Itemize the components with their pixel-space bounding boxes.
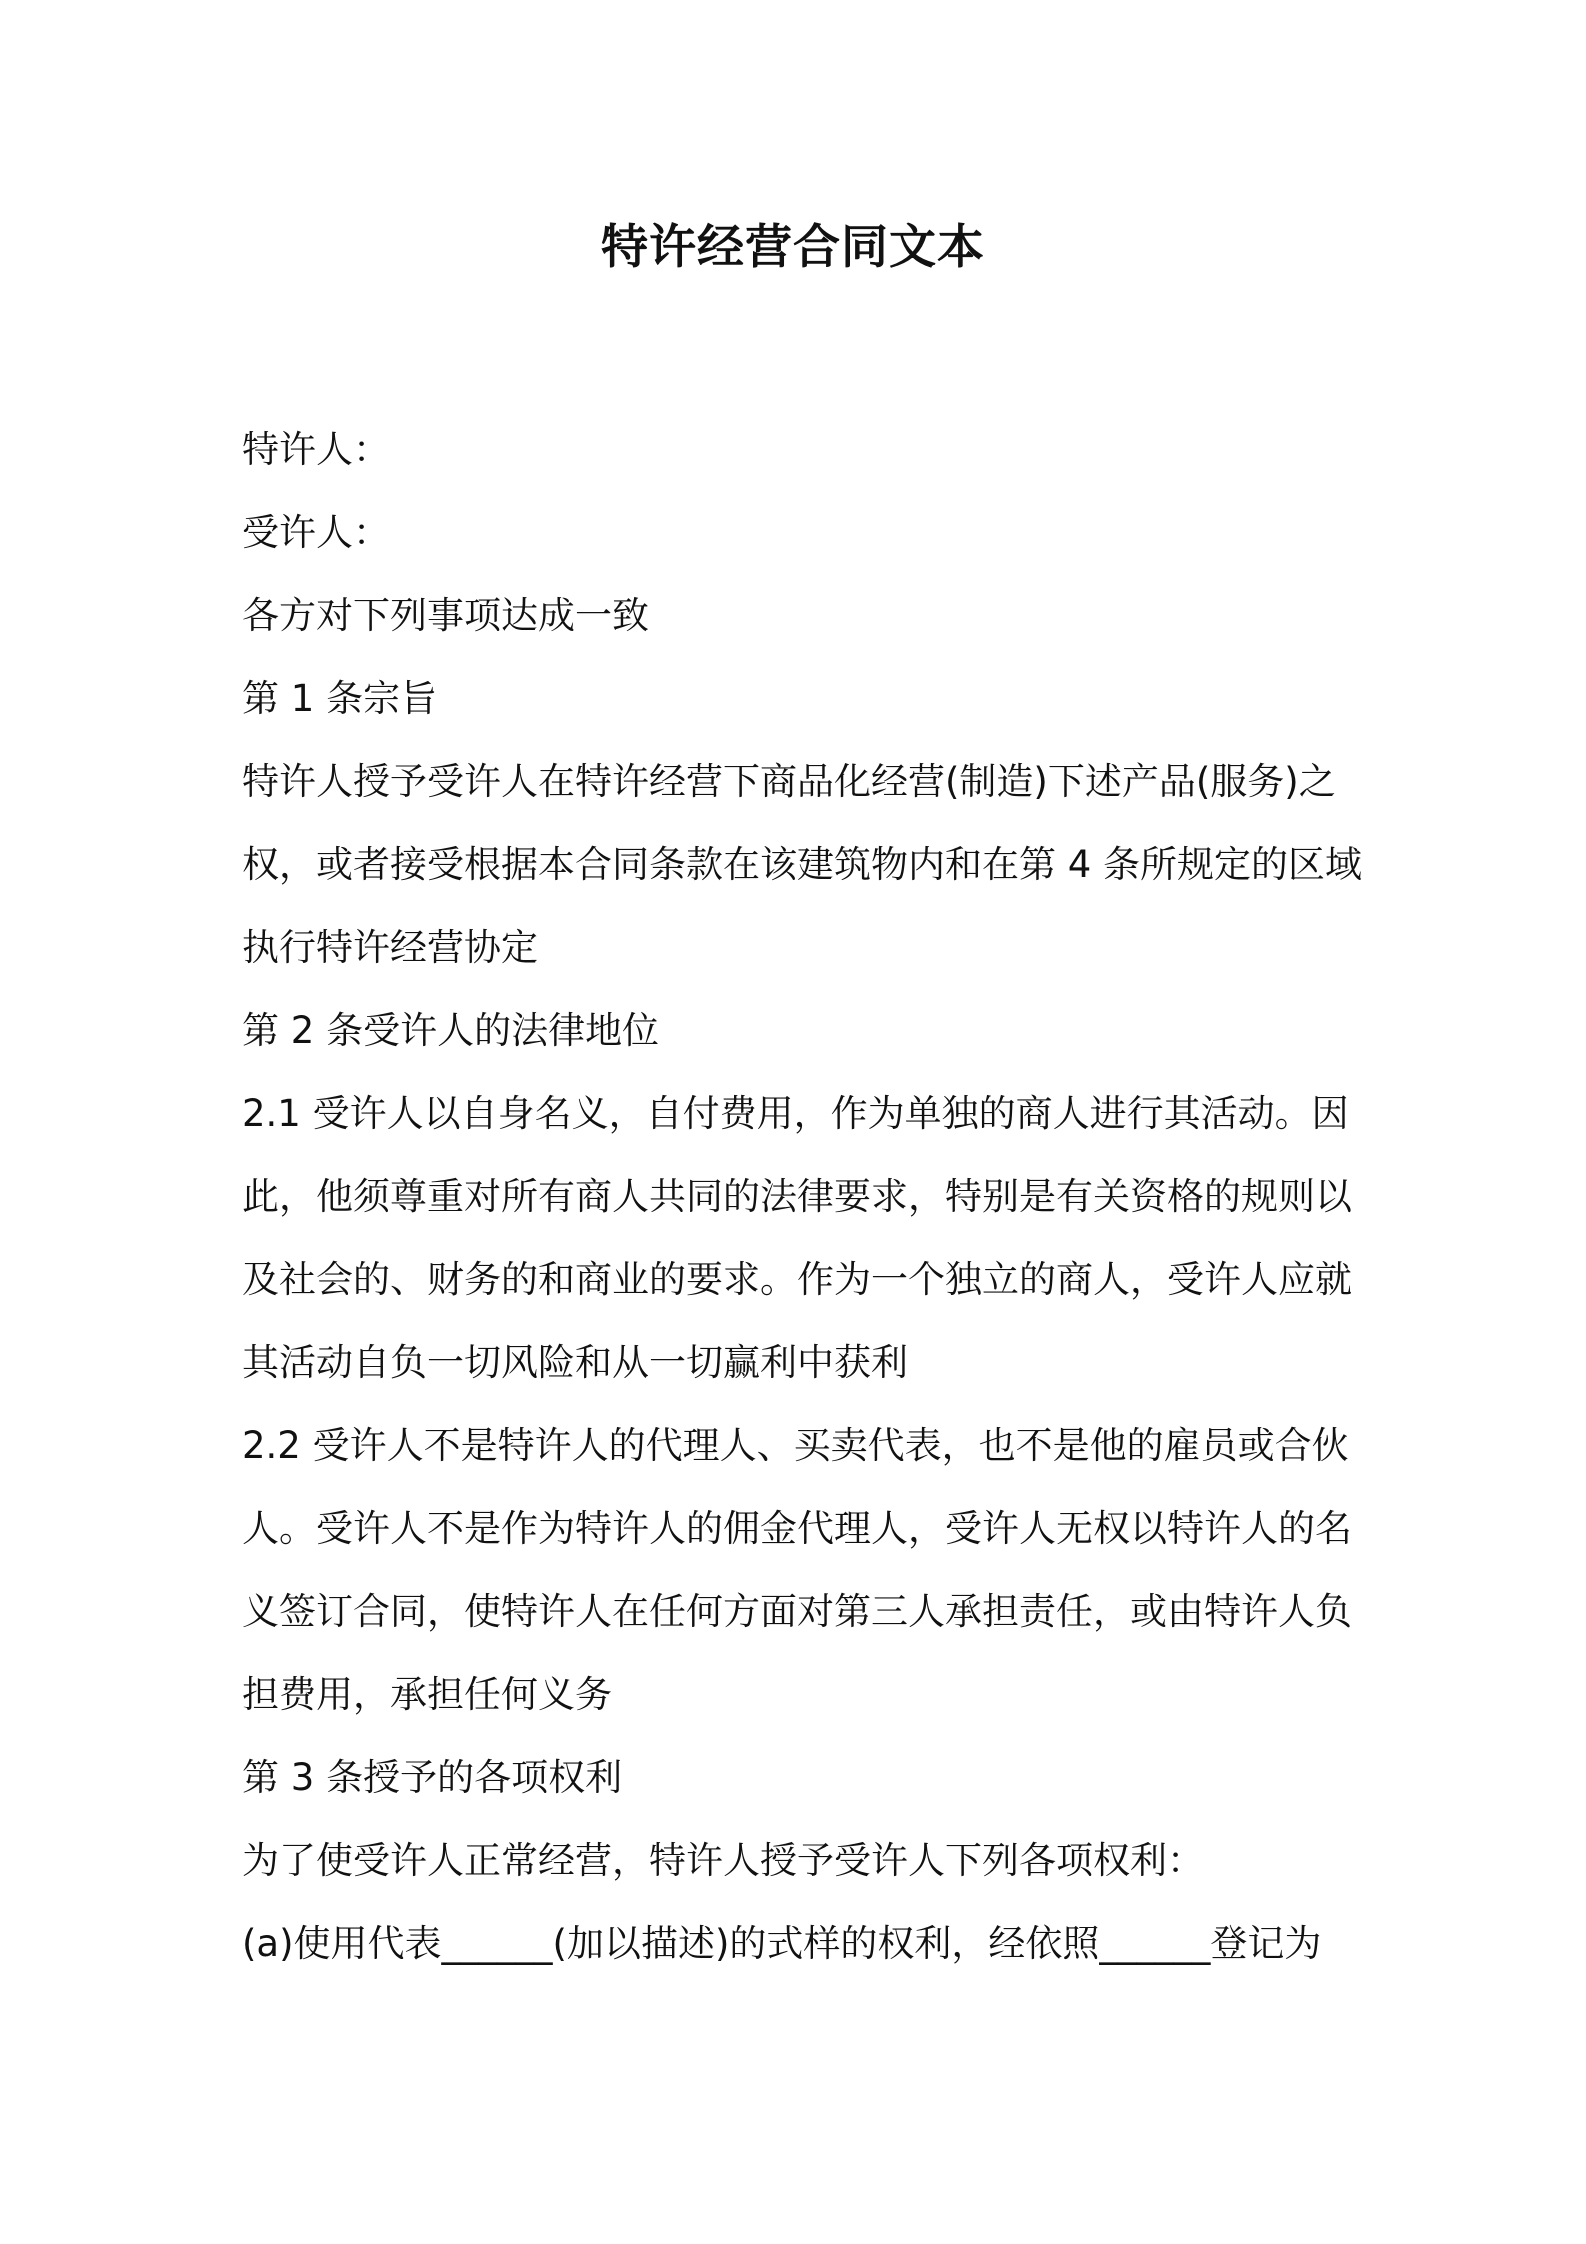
document-body: [242, 408, 1363, 1985]
text-line: 担费用，承担任何义务: [242, 1673, 612, 1716]
text-line: 权，或者接受根据本合同条款在该建筑物内和在第 4 条所规定的区域: [242, 843, 1363, 886]
text-line: 为了使受许人正常经营，特许人授予受许人下列各项权利：: [242, 1839, 1204, 1882]
text-line: 第 2 条受许人的法律地位: [242, 1009, 660, 1052]
text-line: 执行特许经营协定: [242, 926, 538, 969]
text-line: 特许人：: [242, 428, 390, 471]
text-line: 2.2 受许人不是特许人的代理人、买卖代表，也不是他的雇员或合伙: [242, 1424, 1349, 1467]
text-line: 此，他须尊重对所有商人共同的法律要求，特别是有关资格的规则以: [242, 1175, 1352, 1218]
document-title: 特许经营合同文本: [601, 220, 985, 275]
text-line: 受许人：: [242, 511, 390, 554]
text-line: 及社会的、财务的和商业的要求。作为一个独立的商人，受许人应就: [242, 1258, 1352, 1301]
text-line: 人。受许人不是作为特许人的佣金代理人，受许人无权以特许人的名: [242, 1507, 1352, 1550]
text-line: 义签订合同，使特许人在任何方面对第三人承担责任，或由特许人负: [242, 1590, 1352, 1633]
text-line: 其活动自负一切风险和从一切赢利中获利: [242, 1341, 908, 1384]
text-line: 2.1 受许人以自身名义，自付费用，作为单独的商人进行其活动。因: [242, 1092, 1349, 1135]
text-line: 第 1 条宗旨: [242, 677, 438, 720]
text-line: 特许人授予受许人在特许经营下商品化经营(制造)下述产品(服务)之: [242, 760, 1336, 803]
text-line: (a)使用代表______(加以描述)的式样的权利，经依照______登记为: [242, 1922, 1322, 1965]
text-line: 第 3 条授予的各项权利: [242, 1756, 623, 1799]
text-line: 各方对下列事项达成一致: [242, 594, 649, 637]
